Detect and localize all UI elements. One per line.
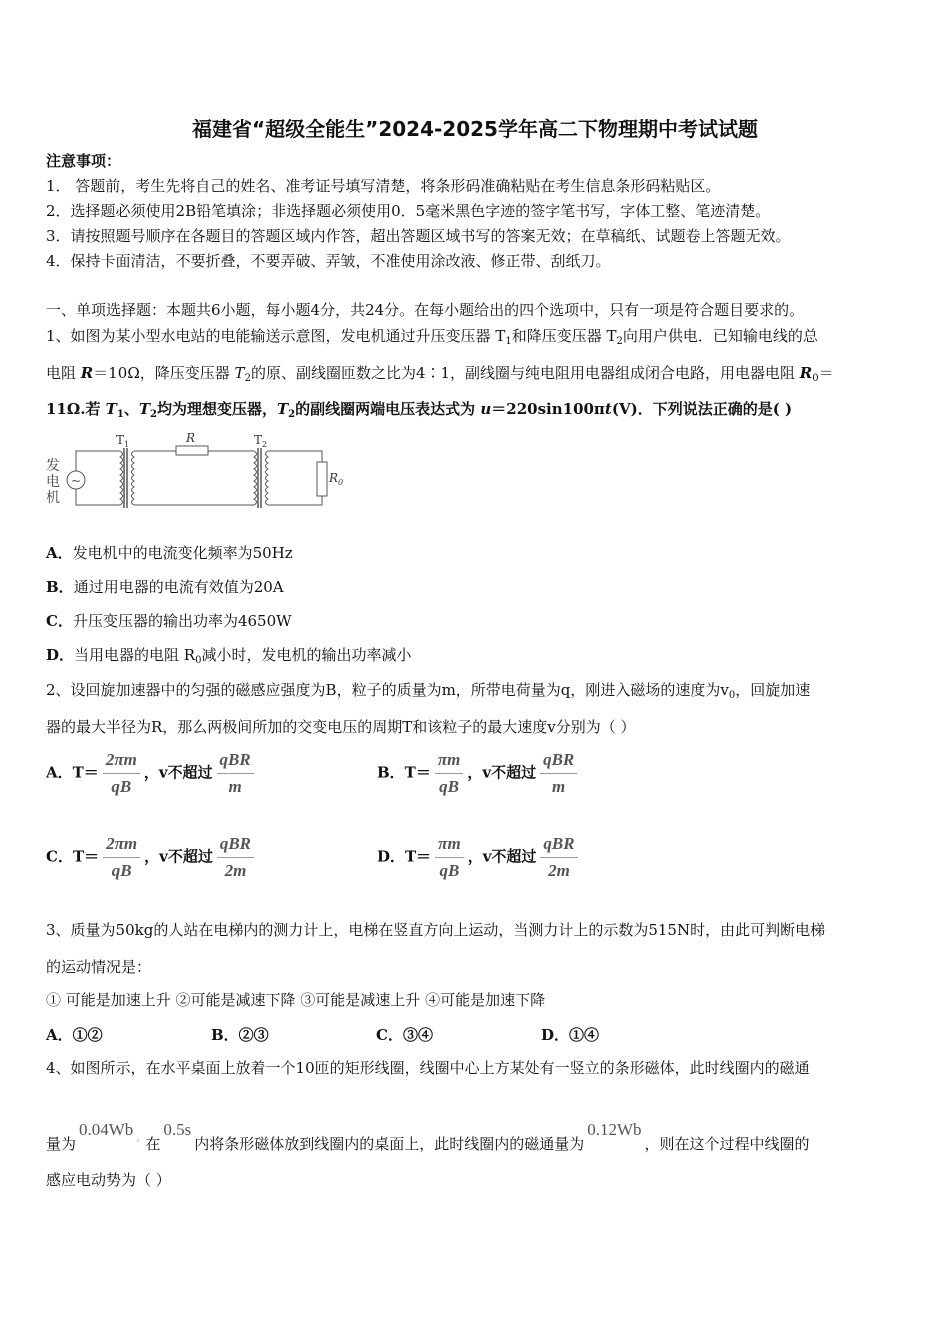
svg-text:~: ~: [71, 474, 82, 488]
q4-line: 量为0.04Wb 。在0.5s内将条形磁体放到线圈内的桌面上，此时线圈内的磁通量为0.12Wb，则在这个过程中线圈的: [46, 1120, 810, 1153]
q3-option-a: A．①②: [46, 1026, 103, 1044]
t1-label: $T_1$: [116, 433, 130, 449]
svg-text:电: 电: [46, 474, 60, 490]
q1-option-b: B．通过用电器的电流有效值为20A: [46, 578, 284, 596]
r0-label: $R_0$: [329, 471, 344, 487]
r-label: R: [186, 431, 196, 445]
q1-line: 电阻 R＝10Ω，降压变压器 $T_2$的原、副线圈匝数之比为4∶1，副线圈与纯电阻用电器组成闭合电路，用电器电阻 $R_0=$: [46, 364, 834, 384]
section-heading: 一、单项选择题：本题共6小题，每小题4分，共24分。在每小题给出的四个选项中，只有一项是符合题目要求的。: [46, 301, 805, 319]
q4-line: 4、如图所示，在水平桌面上放着一个10匝的矩形线圈，线圈中心上方某处有一竖立的条形磁体，此时线圈内的磁通: [46, 1059, 810, 1077]
q2-option-b: B．T＝ $\frac{\pi m}{qB}$ ，v不超过 $\frac{\text{qBR}}{m}$: [377, 750, 581, 797]
q1-option-d: D．当用电器的电阻 $R_0$减小时，发电机的输出功率减小: [46, 646, 412, 666]
q1-line: 1、如图为某小型水电站的电能输送示意图，发电机通过升压变压器 $T_1$和降压变压器 $T_2$向用户供电．已知输电线的总: [46, 327, 818, 347]
gen-label: 发: [46, 458, 60, 474]
note-item: 3．请按照题号顺序在各题目的答题区域内作答，超出答题区域书写的答案无效；在草稿纸、试题卷上答题无效。: [46, 227, 791, 245]
q3-line: 3、质量为50kg的人站在电梯内的测力计上，电梯在竖直方向上运动，当测力计上的示数为515N时，由此可判断电梯: [46, 921, 826, 939]
q1-option-c: C．升压变压器的输出功率为4650W: [46, 612, 292, 630]
q2-option-c: C．T＝ $\frac{2\pi m}{qB}$ ，v不超过 $\frac{\text{qBR}}{2m}$: [46, 834, 258, 881]
q2-line: 2、设回旋加速器中的匀强的磁感应强度为B，粒子的质量为m，所带电荷量为q，刚进入磁场的速度为$v_0$，回旋加速: [46, 681, 811, 701]
notes-heading: 注意事项：: [46, 152, 122, 170]
page-title: 福建省“超级全能生”2024-2025学年高二下物理期中考试试题: [192, 117, 758, 141]
note-item: 2．选择题必须使用2B铅笔填涂；非选择题必须使用0．5毫米黑色字迹的签字笔书写，字体工整、笔迹清楚。: [46, 202, 771, 220]
circuit-diagram: [40, 430, 360, 520]
t2-label: $T_2$: [254, 433, 268, 449]
svg-text:机: 机: [46, 490, 60, 506]
q3-line: 的运动情况是：: [46, 958, 152, 976]
q3-option-c: C．③④: [376, 1026, 433, 1044]
q2-option-a: A．T＝ $\frac{2\pi m}{qB}$ ，v不超过 $\frac{\text{qBR}}{m}$: [46, 750, 258, 797]
q3-option-d: D．①④: [541, 1026, 600, 1044]
q1-line: 11Ω.若 $T_1$、$T_2$均为理想变压器，$T_2$的副线圈两端电压表达式为 u＝220sin100πt(V)．下列说法正确的是( ): [46, 400, 793, 420]
q4-line: 感应电动势为（ ）: [46, 1171, 171, 1189]
q2-option-d: D．T＝ $\frac{\pi m}{qB}$ ，v不超过 $\frac{\text{qBR}}{2m}$: [377, 834, 582, 881]
q3-option-b: B．②③: [211, 1026, 269, 1044]
q1-option-a: A．发电机中的电流变化频率为50Hz: [46, 544, 293, 562]
q3-line: ① 可能是加速上升 ②可能是减速下降 ③可能是减速上升 ④可能是加速下降: [46, 991, 546, 1009]
q2-line: 器的最大半径为R，那么两极间所加的交变电压的周期T和该粒子的最大速度v分别为（ ）: [46, 718, 636, 736]
note-item: 4．保持卡面清洁，不要折叠，不要弄破、弄皱，不准使用涂改液、修正带、刮纸刀。: [46, 252, 611, 270]
note-item: 1． 答题前，考生先将自己的姓名、准考证号填写清楚，将条形码准确粘贴在考生信息条形码粘贴区。: [46, 177, 721, 195]
